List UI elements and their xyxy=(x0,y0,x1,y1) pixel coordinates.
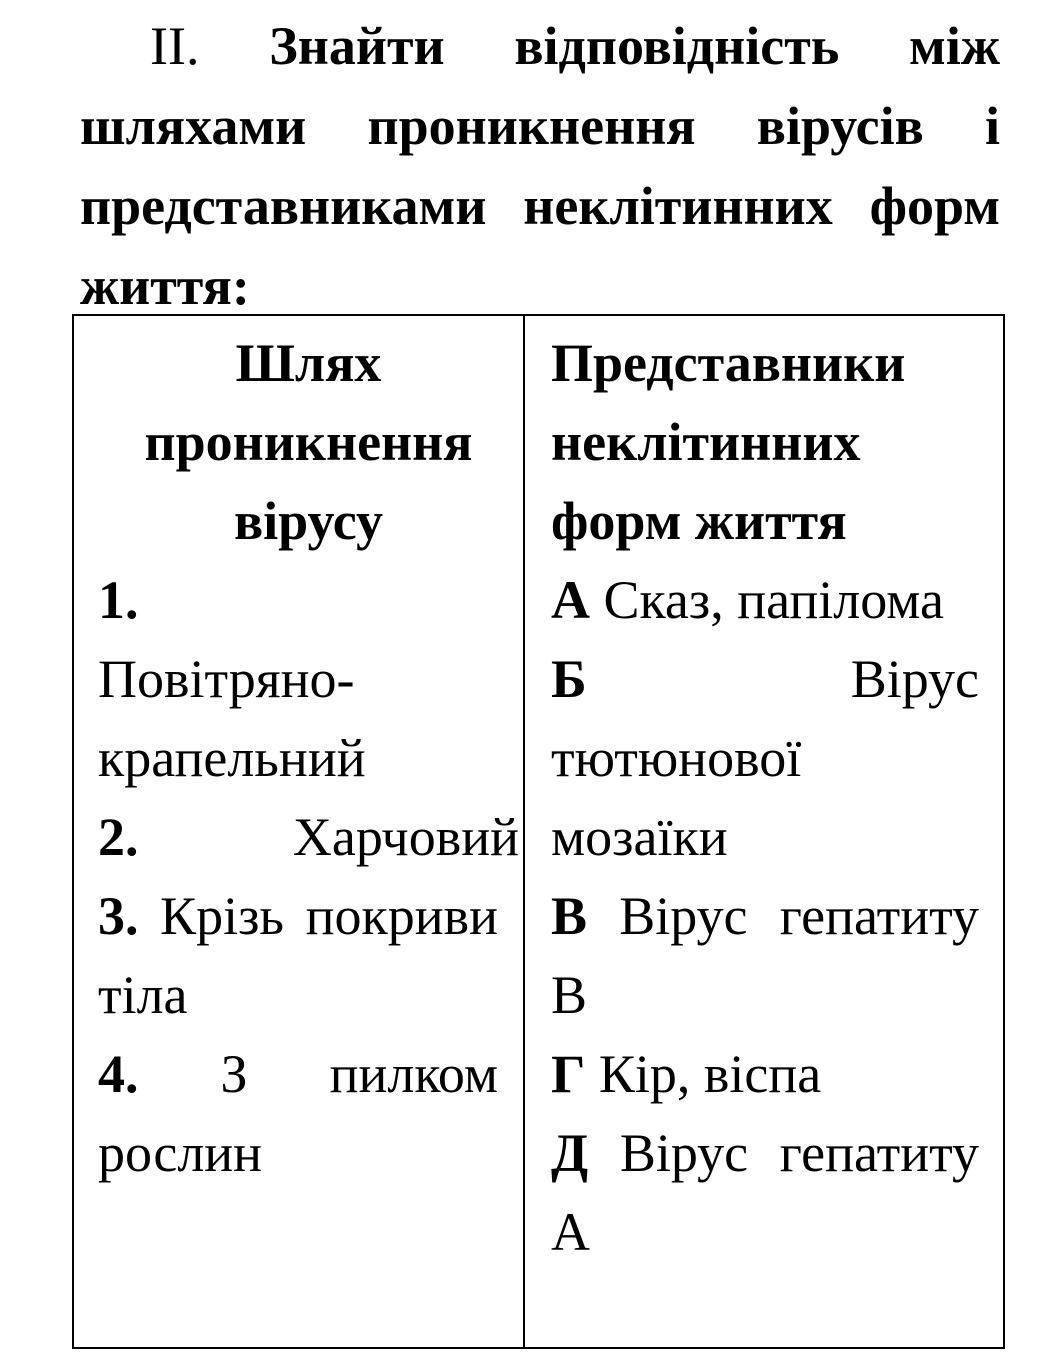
list-item xyxy=(551,877,979,1035)
item-text: Харчовий xyxy=(292,807,519,867)
item-text: Вірус тютюнової мозаїки xyxy=(551,649,979,867)
list-item xyxy=(98,877,498,1035)
item-key: В xyxy=(551,886,588,946)
column-header-representatives: Представники неклітинних форм життя xyxy=(551,333,906,551)
list-item xyxy=(551,561,979,640)
list-item xyxy=(551,1035,961,1114)
item-text: Вірус гепатиту В xyxy=(551,886,979,1025)
task-number: II. xyxy=(150,16,200,76)
task-text: Знайти відповідність між шляхами проникнення вірусів і представниками неклітинних форм життя: xyxy=(80,16,1000,316)
list-item xyxy=(98,1035,498,1193)
item-text: З пилком рослин xyxy=(98,1044,498,1183)
item-key: 1. xyxy=(98,570,139,630)
item-key: Г xyxy=(551,1044,586,1104)
item-key: А xyxy=(551,570,590,630)
list-item xyxy=(551,640,979,877)
task-statement xyxy=(80,6,1000,326)
list-item xyxy=(98,561,519,798)
item-text: Крізь покриви тіла xyxy=(98,886,498,1025)
table-column-paths xyxy=(74,316,525,1347)
item-text: Сказ, папілома xyxy=(603,570,944,630)
table-column-representatives xyxy=(525,316,1003,1347)
item-text: Вірус гепатиту А xyxy=(551,1123,979,1262)
list-item xyxy=(551,1114,979,1272)
list-item xyxy=(98,798,519,877)
item-key: 2. xyxy=(98,807,139,867)
item-key: Б xyxy=(551,649,587,709)
item-text: Кір, віспа xyxy=(598,1044,822,1104)
item-key: 4. xyxy=(98,1044,139,1104)
item-key: Д xyxy=(551,1123,589,1183)
matching-table xyxy=(72,314,1005,1349)
column-header-paths: Шлях проникнення вірусу xyxy=(144,333,473,551)
item-text: Повітряно-крапельний xyxy=(98,649,366,788)
item-key: 3. xyxy=(98,886,139,946)
